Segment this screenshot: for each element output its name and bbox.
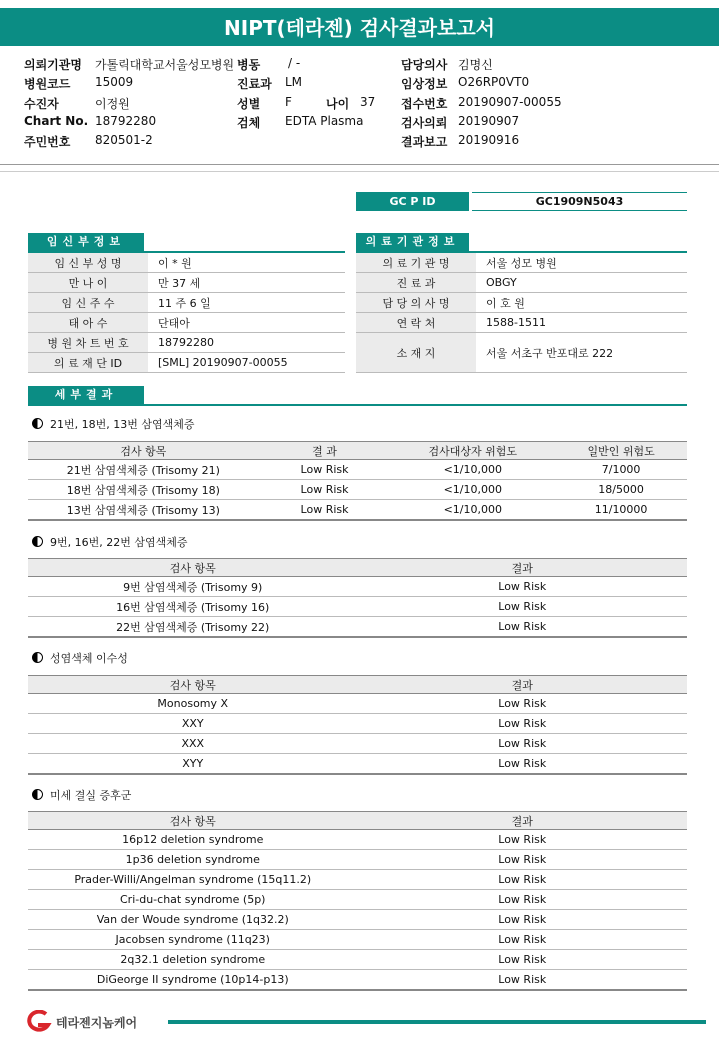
section-title-text: 성염색체 이수성 [50, 652, 128, 665]
header-divider [0, 164, 719, 165]
table-header-cell: 검사 항목 [28, 559, 358, 577]
header-label: 병원코드 [24, 77, 71, 91]
table-cell: 21번 삼염색체증 (Trisomy 21) [28, 460, 259, 480]
info-value: 만 37 세 [148, 273, 345, 293]
table-row [28, 714, 687, 734]
half-circle-icon [32, 652, 43, 663]
header-value: / - [288, 56, 301, 70]
result-table-2 [28, 558, 687, 638]
table-cell: Low Risk [358, 850, 688, 870]
table-header-row [28, 559, 687, 577]
table-row [28, 734, 687, 754]
table-cell: Monosomy X [28, 694, 358, 714]
info-row [356, 333, 687, 373]
table-cell: Low Risk [358, 950, 688, 970]
info-row [28, 313, 345, 333]
gcpid-value: GC1909N5043 [472, 192, 687, 211]
header-label: Chart No. [24, 114, 89, 128]
table-cell: Prader-Willi/Angelman syndrome (15q11.2) [28, 870, 358, 890]
table-cell: Low Risk [358, 970, 688, 991]
info-label: 임 신 주 수 [28, 293, 148, 313]
header-value: LM [285, 75, 303, 89]
header-value-age: 37 [360, 95, 376, 109]
info-value: OBGY [476, 273, 687, 293]
info-value: 서울 성모 병원 [476, 253, 687, 273]
table-cell: Jacobsen syndrome (11q23) [28, 930, 358, 950]
half-circle-icon [32, 536, 43, 547]
info-label: 연 락 처 [356, 313, 476, 333]
header-label: 진료과 [237, 77, 272, 91]
footer-logo-text: 테라젠지놈케어 [56, 1016, 138, 1030]
table-row [28, 890, 687, 910]
table-cell: 16번 삼염색체증 (Trisomy 16) [28, 597, 358, 617]
info-row [28, 333, 345, 353]
table-cell: Low Risk [358, 754, 688, 775]
terragen-logo-icon [24, 1010, 52, 1032]
table-header-cell: 결 과 [259, 442, 391, 460]
table-row [28, 970, 687, 991]
info-row [28, 293, 345, 313]
info-value: [SML] 20190907-00055 [148, 353, 345, 373]
table-cell: Van der Woude syndrome (1q32.2) [28, 910, 358, 930]
header-label: 성별 [237, 97, 261, 111]
table-header-cell: 결과 [358, 559, 688, 577]
header-label-age: 나이 [326, 97, 350, 111]
info-row [356, 293, 687, 313]
info-label: 병 원 차 트 번 호 [28, 333, 148, 353]
info-label: 임 신 부 성 명 [28, 253, 148, 273]
table-cell: Low Risk [358, 694, 688, 714]
header-value: 20190907-00055 [458, 95, 562, 109]
report-title: NIPT(테라젠) 검사결과보고서 [0, 8, 719, 46]
info-label: 담 당 의 사 명 [356, 293, 476, 313]
table-row [28, 597, 687, 617]
table-row [28, 480, 687, 500]
info-row [28, 353, 345, 373]
pregnant-info-table [28, 253, 345, 373]
info-label: 의 료 재 단 ID [28, 353, 148, 373]
header-label: 의뢰기관명 [24, 58, 82, 72]
info-row [356, 313, 687, 333]
header-value: 김명신 [458, 58, 493, 72]
table-header-cell: 검사 항목 [28, 442, 259, 460]
table-cell: 9번 삼염색체증 (Trisomy 9) [28, 577, 358, 597]
table-cell: XXX [28, 734, 358, 754]
header-value: 이정원 [95, 97, 130, 111]
info-value: 서울 서초구 반포대로 222 [476, 333, 687, 373]
section-title-trisomy-21-18-13 [32, 416, 194, 432]
table-row [28, 850, 687, 870]
table-row [28, 694, 687, 714]
section-title-trisomy-9-16-22 [32, 534, 187, 550]
info-value: 18792280 [148, 333, 345, 353]
table-cell: Low Risk [259, 480, 391, 500]
tab-pregnant-info: 임신부정보 [28, 233, 144, 251]
header-value: 18792280 [95, 114, 157, 128]
header-value: 가톨릭대학교서울성모병원 [95, 58, 235, 72]
table-header-cell: 검사대상자 위험도 [390, 442, 555, 460]
info-row [28, 273, 345, 293]
header-value: EDTA Plasma [285, 114, 364, 128]
table-cell: 7/1000 [555, 460, 687, 480]
info-value: 단태아 [148, 313, 345, 333]
table-cell: 11/10000 [555, 500, 687, 521]
table-cell: 18번 삼염색체증 (Trisomy 18) [28, 480, 259, 500]
header-value: 20190916 [458, 133, 520, 147]
table-cell: Low Risk [358, 930, 688, 950]
table-header-row [28, 442, 687, 460]
table-cell: Low Risk [358, 577, 688, 597]
footer-line [168, 1020, 706, 1024]
result-table-4 [28, 811, 687, 991]
table-cell: Low Risk [358, 597, 688, 617]
table-row [28, 910, 687, 930]
table-header-cell: 결과 [358, 812, 688, 830]
table-cell: <1/10,000 [390, 480, 555, 500]
gcpid-label: GC P ID [356, 192, 469, 211]
half-circle-icon [32, 789, 43, 800]
header-value: F [285, 95, 292, 109]
info-label: 만 나 이 [28, 273, 148, 293]
table-cell: 18/5000 [555, 480, 687, 500]
table-cell: Low Risk [358, 734, 688, 754]
info-value: 1588-1511 [476, 313, 687, 333]
table-row [28, 950, 687, 970]
table-cell: Low Risk [358, 910, 688, 930]
institution-info-table [356, 253, 687, 373]
header-label: 결과보고 [401, 135, 448, 149]
table-cell: DiGeorge II syndrome (10p14-p13) [28, 970, 358, 991]
table-cell: 16p12 deletion syndrome [28, 830, 358, 850]
table-cell: 2q32.1 deletion syndrome [28, 950, 358, 970]
table-cell: Low Risk [259, 460, 391, 480]
info-value: 11 주 6 일 [148, 293, 345, 313]
info-row [28, 253, 345, 273]
table-row [28, 500, 687, 521]
table-header-cell: 검사 항목 [28, 676, 358, 694]
header-value: 15009 [95, 75, 134, 89]
table-row [28, 754, 687, 775]
table-header-cell: 일반인 위험도 [555, 442, 687, 460]
result-table-1 [28, 441, 687, 521]
header-label: 주민번호 [24, 135, 71, 149]
table-row [28, 930, 687, 950]
info-label: 소 재 지 [356, 333, 476, 373]
table-header-row [28, 812, 687, 830]
tab-details: 세부결과 [28, 386, 144, 404]
info-row [356, 273, 687, 293]
table-cell: 13번 삼염색체증 (Trisomy 13) [28, 500, 259, 521]
table-row [28, 617, 687, 638]
info-value: 이 * 원 [148, 253, 345, 273]
table-cell: <1/10,000 [390, 500, 555, 521]
tab-institution-info: 의료기관정보 [356, 233, 469, 251]
info-value: 이 호 원 [476, 293, 687, 313]
section-title-text: 21번, 18번, 13번 삼염색체증 [50, 418, 195, 431]
table-cell: Cri-du-chat syndrome (5p) [28, 890, 358, 910]
table-header-cell: 결과 [358, 676, 688, 694]
table-cell: 22번 삼염색체증 (Trisomy 22) [28, 617, 358, 638]
header-label: 수진자 [24, 97, 59, 111]
table-cell: <1/10,000 [390, 460, 555, 480]
header-value: 820501-2 [95, 133, 153, 147]
table-cell: XYY [28, 754, 358, 775]
section-title-text: 미세 결실 증후군 [50, 789, 132, 802]
table-cell: Low Risk [358, 617, 688, 638]
header-value: 20190907 [458, 114, 520, 128]
table-row [28, 577, 687, 597]
table-row [28, 460, 687, 480]
half-circle-icon [32, 418, 43, 429]
header-label: 검체 [237, 116, 261, 130]
table-row [28, 870, 687, 890]
info-label: 진 료 과 [356, 273, 476, 293]
info-label: 의 료 기 관 명 [356, 253, 476, 273]
section-title-text: 9번, 16번, 22번 삼염색체증 [50, 536, 188, 549]
table-row [28, 830, 687, 850]
header-label: 담당의사 [401, 58, 448, 72]
section-title-microdeletion [32, 787, 131, 803]
result-table-3 [28, 675, 687, 775]
info-row [356, 253, 687, 273]
table-cell: Low Risk [358, 890, 688, 910]
table-cell: Low Risk [358, 714, 688, 734]
header-divider-2 [0, 171, 719, 172]
table-cell: Low Risk [358, 830, 688, 850]
tab-underline [28, 404, 687, 406]
table-header-cell: 검사 항목 [28, 812, 358, 830]
header-label: 검사의뢰 [401, 116, 448, 130]
table-cell: 1p36 deletion syndrome [28, 850, 358, 870]
table-header-row [28, 676, 687, 694]
header-label: 임상정보 [401, 77, 448, 91]
header-label: 병동 [237, 58, 261, 72]
header-value: O26RP0VT0 [458, 75, 530, 89]
table-cell: XXY [28, 714, 358, 734]
section-title-sex-chromosome [32, 650, 128, 666]
header-label: 접수번호 [401, 97, 448, 111]
table-cell: Low Risk [358, 870, 688, 890]
table-cell: Low Risk [259, 500, 391, 521]
info-label: 태 아 수 [28, 313, 148, 333]
